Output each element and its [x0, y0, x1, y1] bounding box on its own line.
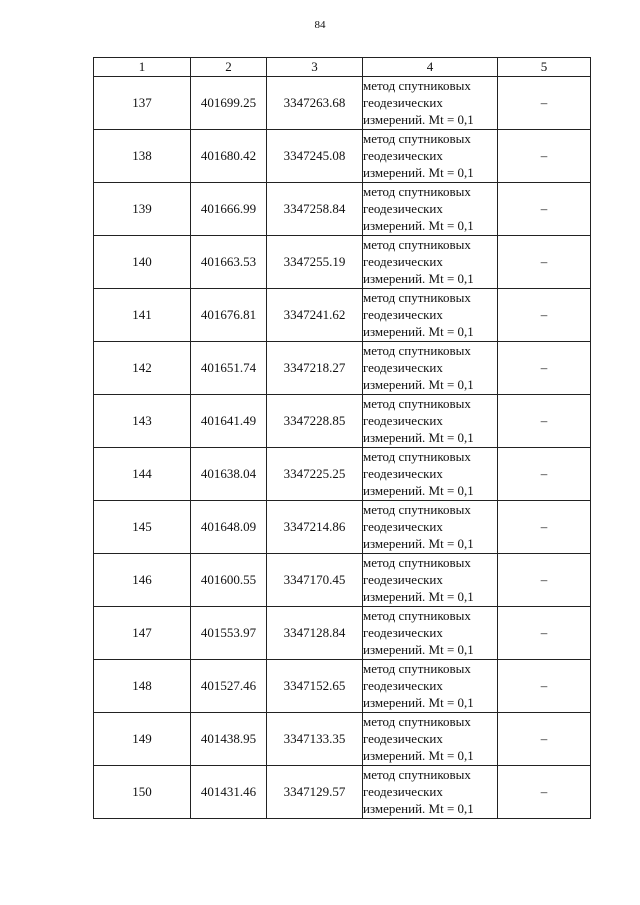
- point-number: 143: [94, 395, 191, 448]
- coordinate-y: 3347255.19: [267, 236, 363, 289]
- coordinate-y: 3347241.62: [267, 289, 363, 342]
- method-line: измерений. Mt = 0,1: [363, 324, 474, 339]
- column-5-value: –: [498, 183, 591, 236]
- coordinate-y: 3347170.45: [267, 554, 363, 607]
- method-cell: [363, 236, 498, 289]
- header-cell-5: 5: [498, 58, 591, 77]
- table-row: [94, 713, 591, 766]
- column-5-value: –: [498, 607, 591, 660]
- point-number: 137: [94, 77, 191, 130]
- method-line: метод спутниковых: [363, 449, 471, 464]
- method-cell: [363, 342, 498, 395]
- column-5-value: –: [498, 289, 591, 342]
- method-line: метод спутниковых: [363, 502, 471, 517]
- column-5-value: –: [498, 660, 591, 713]
- method-line: геодезических: [363, 307, 443, 322]
- method-cell: [363, 77, 498, 130]
- method-line: метод спутниковых: [363, 661, 471, 676]
- method-line: геодезических: [363, 572, 443, 587]
- point-number: 145: [94, 501, 191, 554]
- method-cell: [363, 130, 498, 183]
- table-row: [94, 77, 591, 130]
- method-line: метод спутниковых: [363, 131, 471, 146]
- method-line: геодезических: [363, 95, 443, 110]
- method-cell: [363, 554, 498, 607]
- header-cell-4: 4: [363, 58, 498, 77]
- method-cell: [363, 448, 498, 501]
- coordinate-x: 401641.49: [191, 395, 267, 448]
- method-line: измерений. Mt = 0,1: [363, 112, 474, 127]
- method-line: измерений. Mt = 0,1: [363, 748, 474, 763]
- point-number: 142: [94, 342, 191, 395]
- method-line: измерений. Mt = 0,1: [363, 536, 474, 551]
- coordinate-x: 401638.04: [191, 448, 267, 501]
- header-cell-2: 2: [191, 58, 267, 77]
- coordinate-y: 3347214.86: [267, 501, 363, 554]
- coordinate-x: 401553.97: [191, 607, 267, 660]
- method-line: измерений. Mt = 0,1: [363, 430, 474, 445]
- point-number: 149: [94, 713, 191, 766]
- coordinate-x: 401663.53: [191, 236, 267, 289]
- table-row: [94, 554, 591, 607]
- table-header: [94, 58, 591, 77]
- table-row: [94, 660, 591, 713]
- point-number: 139: [94, 183, 191, 236]
- method-line: метод спутниковых: [363, 555, 471, 570]
- table-row: [94, 766, 591, 819]
- coordinate-x: 401699.25: [191, 77, 267, 130]
- method-line: геодезических: [363, 678, 443, 693]
- method-line: геодезических: [363, 254, 443, 269]
- column-5-value: –: [498, 554, 591, 607]
- column-5-value: –: [498, 395, 591, 448]
- method-cell: [363, 766, 498, 819]
- table-row: [94, 395, 591, 448]
- method-line: метод спутниковых: [363, 78, 471, 93]
- method-line: геодезических: [363, 413, 443, 428]
- coordinate-x: 401431.46: [191, 766, 267, 819]
- coordinate-y: 3347128.84: [267, 607, 363, 660]
- table-row: [94, 448, 591, 501]
- method-line: измерений. Mt = 0,1: [363, 483, 474, 498]
- coordinate-y: 3347263.68: [267, 77, 363, 130]
- header-cell-1: 1: [94, 58, 191, 77]
- method-line: измерений. Mt = 0,1: [363, 589, 474, 604]
- method-line: метод спутниковых: [363, 343, 471, 358]
- method-cell: [363, 395, 498, 448]
- method-line: метод спутниковых: [363, 608, 471, 623]
- coordinate-y: 3347218.27: [267, 342, 363, 395]
- point-number: 138: [94, 130, 191, 183]
- method-line: геодезических: [363, 201, 443, 216]
- method-line: метод спутниковых: [363, 237, 471, 252]
- method-line: измерений. Mt = 0,1: [363, 377, 474, 392]
- column-5-value: –: [498, 501, 591, 554]
- coordinate-x: 401666.99: [191, 183, 267, 236]
- method-line: метод спутниковых: [363, 290, 471, 305]
- header-row: [94, 58, 591, 77]
- coordinate-y: 3347225.25: [267, 448, 363, 501]
- coordinate-x: 401527.46: [191, 660, 267, 713]
- method-line: метод спутниковых: [363, 767, 471, 782]
- coordinate-y: 3347245.08: [267, 130, 363, 183]
- coordinate-x: 401680.42: [191, 130, 267, 183]
- table-row: [94, 130, 591, 183]
- table-row: [94, 607, 591, 660]
- coordinate-y: 3347152.65: [267, 660, 363, 713]
- method-line: геодезических: [363, 148, 443, 163]
- coordinate-x: 401676.81: [191, 289, 267, 342]
- method-line: измерений. Mt = 0,1: [363, 271, 474, 286]
- method-line: измерений. Mt = 0,1: [363, 165, 474, 180]
- coordinate-y: 3347258.84: [267, 183, 363, 236]
- method-line: метод спутниковых: [363, 184, 471, 199]
- column-5-value: –: [498, 342, 591, 395]
- header-cell-3: 3: [267, 58, 363, 77]
- table-body: [94, 77, 591, 819]
- method-line: геодезических: [363, 731, 443, 746]
- coordinate-y: 3347129.57: [267, 766, 363, 819]
- method-line: измерений. Mt = 0,1: [363, 801, 474, 816]
- method-line: метод спутниковых: [363, 714, 471, 729]
- column-5-value: –: [498, 77, 591, 130]
- method-cell: [363, 607, 498, 660]
- method-line: геодезических: [363, 519, 443, 534]
- point-number: 148: [94, 660, 191, 713]
- coordinate-x: 401600.55: [191, 554, 267, 607]
- table-row: [94, 183, 591, 236]
- point-number: 147: [94, 607, 191, 660]
- coordinate-y: 3347133.35: [267, 713, 363, 766]
- method-cell: [363, 713, 498, 766]
- method-line: измерений. Mt = 0,1: [363, 218, 474, 233]
- coordinate-x: 401438.95: [191, 713, 267, 766]
- method-line: измерений. Mt = 0,1: [363, 695, 474, 710]
- column-5-value: –: [498, 713, 591, 766]
- method-line: геодезических: [363, 466, 443, 481]
- method-line: геодезических: [363, 625, 443, 640]
- method-line: измерений. Mt = 0,1: [363, 642, 474, 657]
- method-line: геодезических: [363, 784, 443, 799]
- point-number: 141: [94, 289, 191, 342]
- point-number: 140: [94, 236, 191, 289]
- point-number: 150: [94, 766, 191, 819]
- method-cell: [363, 501, 498, 554]
- method-cell: [363, 183, 498, 236]
- coordinate-y: 3347228.85: [267, 395, 363, 448]
- page-number: 84: [314, 19, 326, 31]
- coordinate-x: 401651.74: [191, 342, 267, 395]
- table-row: [94, 236, 591, 289]
- method-cell: [363, 289, 498, 342]
- point-number: 146: [94, 554, 191, 607]
- table-row: [94, 289, 591, 342]
- point-number: 144: [94, 448, 191, 501]
- coordinates-table: [93, 57, 591, 819]
- column-5-value: –: [498, 130, 591, 183]
- method-line: метод спутниковых: [363, 396, 471, 411]
- table-row: [94, 501, 591, 554]
- method-line: геодезических: [363, 360, 443, 375]
- column-5-value: –: [498, 236, 591, 289]
- table-row: [94, 342, 591, 395]
- method-cell: [363, 660, 498, 713]
- column-5-value: –: [498, 448, 591, 501]
- column-5-value: –: [498, 766, 591, 819]
- coordinate-x: 401648.09: [191, 501, 267, 554]
